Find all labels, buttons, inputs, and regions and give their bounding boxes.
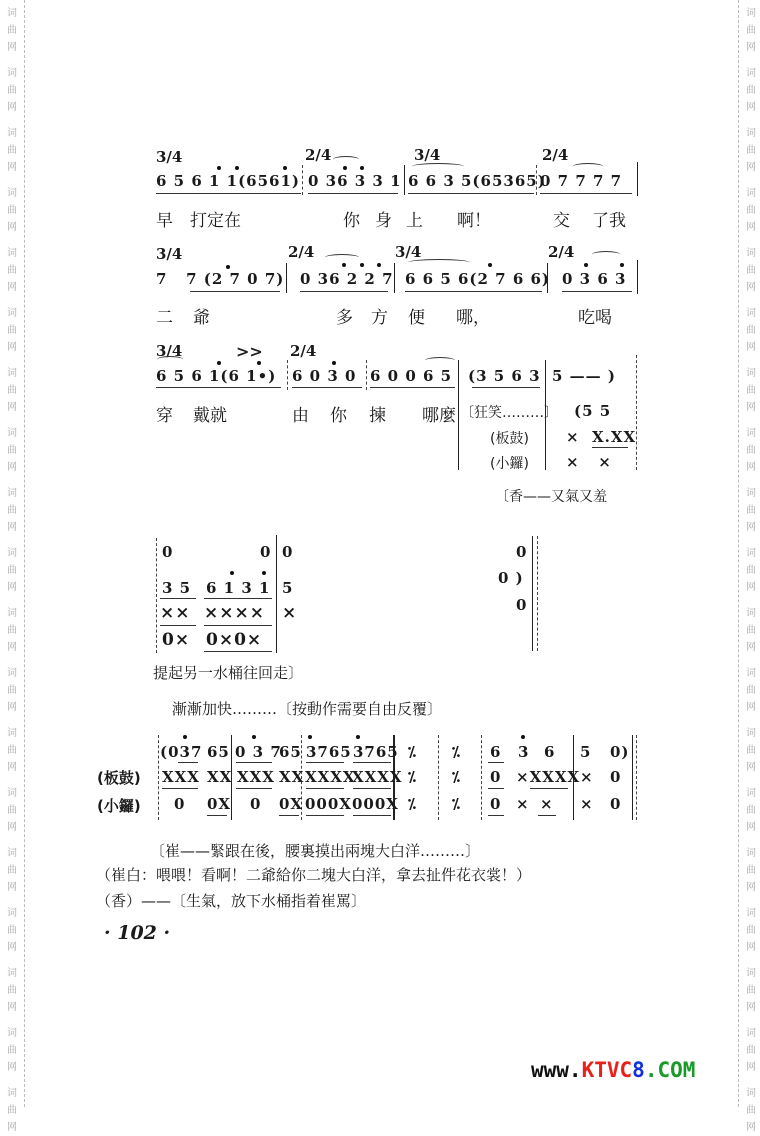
octave-dot [620,263,624,267]
measure-notes: 6 5 6 1(6 1•) [156,367,277,385]
underline-beam [300,291,388,292]
lyric: 你 [330,406,347,426]
underline-beam [279,815,299,816]
slur [592,251,620,258]
notes-cell: 0) [610,743,630,761]
barline [637,260,638,294]
octave-dot [262,571,266,575]
notes-cell: 5 [282,579,294,597]
watermark-glyph-stack: 词 曲 网 [7,848,17,893]
notes-cell: 65 [207,743,230,761]
time-signature: 2/4 [548,243,575,261]
time-signature: 3/4 [414,146,441,164]
watermark-right-column [738,0,760,1133]
slur [425,357,455,364]
barline [547,263,548,293]
slur [157,356,183,363]
underline-beam [472,387,540,388]
percussion-cell: × [580,795,594,813]
octave-dot [332,361,336,365]
lyric: 交 [553,211,570,231]
barline [536,165,537,195]
underline-beam [540,193,632,194]
time-signature: 3/4 [156,245,183,263]
notes-cell: 6 1 3 1 [206,579,271,597]
watermark-glyph-stack: 词 曲 网 [7,728,17,773]
underline-beam [353,788,391,789]
underline-beam [488,815,504,816]
octave-dot [235,166,239,170]
notes-cell: 0 3 7 [235,743,282,761]
octave-dot [360,166,364,170]
lyric: 打定在 [190,211,241,231]
octave-dot [308,735,312,739]
octave-dot [488,263,492,267]
underline-beam [592,447,628,448]
lyric: 吃喝 [578,308,612,328]
watermark-glyph-stack: 词 曲 网 [746,728,756,773]
page-number: · 102 · [104,922,171,944]
percussion-cell: 000X [305,795,352,813]
watermark-glyph-stack: 词 曲 网 [7,968,17,1013]
end-barline [636,735,637,820]
percussion-cell: XX [207,768,233,786]
percussion-values: × × [566,453,612,471]
notes-cell: 0 [162,543,174,561]
repeat-sign: ⁒ [452,768,462,786]
octave-dot [342,263,346,267]
underline-beam [353,762,391,763]
notes-cell: 6 [490,743,502,761]
underline-beam [306,815,344,816]
underline-beam [292,387,362,388]
percussion-cell: XXXX [352,768,403,786]
octave-dot [183,735,187,739]
slur [408,259,470,266]
barline [637,162,638,196]
measure-notes: 6 6 3 5(65365) [408,172,546,190]
underline-beam [530,788,568,789]
lyric: 便 [408,308,425,328]
lyric: 戴就 [193,406,227,426]
measure-notes: 0 3 6 3 [562,270,627,288]
notes-cell: 3 [518,743,530,761]
underline-beam [190,291,280,292]
notes-cell: 0 [516,543,528,561]
measure-notes: 0 7 7 7 7 [540,172,623,190]
percussion-cell: 0×0× [206,630,263,650]
underline-beam [160,625,196,626]
underline-beam [178,762,198,763]
lyric: 由 [292,406,309,426]
repeat-sign: ⁒ [452,743,462,761]
watermark-glyph-stack: 词 曲 网 [746,368,756,413]
watermark-glyph-stack: 词 曲 网 [746,788,756,833]
watermark-glyph-stack: 词 曲 网 [7,368,17,413]
underline-beam [353,815,391,816]
slur [573,163,603,170]
underline-beam [236,762,272,763]
watermark-glyph-stack: 词 曲 网 [7,308,17,353]
notes-cell: 65 [279,743,302,761]
barline [636,355,637,470]
octave-dot [521,735,525,739]
measure-notes: 6 0 0 6 5 [370,367,453,385]
percussion-cell: 0× [162,630,191,650]
octave-dot [343,166,347,170]
watermark-glyph-stack: 词 曲 网 [7,668,17,713]
watermark-glyph-stack: 词 曲 网 [746,488,756,533]
percussion-cell: XXXX [305,768,356,786]
percussion-label-bangu: (板鼓) [97,769,141,787]
measure-notes: 0 36 2 2 7 [300,270,394,288]
watermark-glyph-stack: 词 曲 网 [746,188,756,233]
stage-direction: 〔狂笑………〕 [460,405,558,421]
watermark-glyph-stack: 词 曲 网 [746,668,756,713]
watermark-glyph-stack: 词 曲 网 [7,488,17,533]
percussion-label-bangu: (板鼓) [490,431,529,447]
underline-beam [488,788,504,789]
barline [404,165,405,195]
time-signature: 2/4 [305,146,332,164]
lyric: 二 [156,308,173,328]
underline-beam [204,651,272,652]
barline [158,735,159,820]
percussion-cell: XXX [162,768,200,786]
watermark-glyph-stack: 词 曲 网 [7,68,17,113]
underline-beam [306,788,344,789]
end-barline [532,536,533,651]
lyric: 上 [406,211,423,231]
watermark-glyph-stack: 词 曲 网 [746,1028,756,1073]
tempo-direction: 漸漸加快………〔按動作需要自由反覆〕 [172,700,443,718]
watermark-part: www. [531,1058,582,1082]
notes-cell: 5 [580,743,592,761]
underline-beam [306,762,344,763]
repeat-sign: ⁒ [408,768,418,786]
repeat-sign: ⁒ [408,795,418,813]
notes-cell: 6 [544,743,556,761]
percussion-cell: 0X [279,795,304,813]
barline [394,263,395,293]
measure-notes: 0 36 3 3 1 [308,172,402,190]
lyric: 揀 [369,406,386,426]
underline-beam [370,387,455,388]
lyric: 了我 [592,211,626,231]
underline-beam [204,625,272,626]
octave-dot [217,166,221,170]
barline [481,735,482,820]
barline [156,538,157,653]
percussion-cell: × [540,795,554,813]
measure-notes: (5 5 [574,402,612,420]
stage-direction: 〔香——又氣又羞 [495,489,607,505]
barline [366,360,367,390]
octave-dot [226,265,230,269]
watermark-glyph-stack: 词 曲 网 [746,308,756,353]
watermark-glyph-stack: 词 曲 网 [746,608,756,653]
octave-dot [356,735,360,739]
watermark-glyph-stack: 词 曲 网 [7,608,17,653]
measure-notes: 7 7 (2 7 0 7) [156,270,285,288]
lyric: 身 [375,211,392,231]
watermark-part: .COM [644,1058,696,1082]
repeat-sign: ⁒ [408,743,418,761]
time-signature: 3/4 [156,342,183,360]
stage-direction: （香）——〔生氣，放下水桶指着崔罵〕 [96,892,367,910]
notes-cell: 0 [516,596,528,614]
underline-beam [538,815,556,816]
octave-dot [360,263,364,267]
notes-cell: 0 ) [498,569,524,587]
lyric: 哪麼 [422,406,456,426]
percussion-cell: ×××× [204,603,265,623]
underline-beam [488,762,504,763]
underline-beam [160,598,196,599]
slur [325,254,359,261]
percussion-cell: XXX [237,768,275,786]
slur [412,163,464,170]
percussion-cell: 0X [207,795,232,813]
underline-beam [204,598,272,599]
percussion-cell: 0 [250,795,262,813]
barline [302,165,303,195]
percussion-cell: 000X [352,795,399,813]
watermark-glyph-stack: 词 曲 网 [746,548,756,593]
underline-beam [236,788,272,789]
notes-cell: (037 [160,743,203,761]
percussion-label-xiaoluo: (小鑼) [97,797,141,815]
barline [276,535,277,653]
stage-direction: 〔崔——緊跟在後，腰裏摸出兩塊大白洋………〕 [150,842,481,860]
lyric: 你 [343,211,360,231]
measure-notes: 6 0 3 0 [292,367,357,385]
percussion-cell: 0 [610,768,622,786]
lyric: 方 [371,308,388,328]
underline-beam [156,193,301,194]
dialogue-line: （崔白：喂喂！看啊！二爺給你二塊大白洋，拿去扯件花衣裳！） [96,866,532,884]
percussion-cell: 0 [490,795,502,813]
watermark-glyph-stack: 词 曲 网 [7,548,17,593]
octave-dot [257,361,261,365]
time-signature: 3/4 [395,243,422,261]
watermark-glyph-stack: 词 曲 网 [7,248,17,293]
notes-cell: 3 5 [162,579,192,597]
octave-dot [283,166,287,170]
percussion-cell: XX [279,768,305,786]
watermark-glyph-stack: 词 曲 网 [746,68,756,113]
octave-dot [377,263,381,267]
underline-beam [207,815,227,816]
measure-notes: 6 6 5 6(2 7 6 6) [405,270,551,288]
percussion-cell: 0 [174,795,186,813]
percussion-cell: × [580,768,594,786]
percussion-cell: × [516,795,530,813]
underline-beam [156,387,281,388]
barline [438,735,439,820]
underline-beam [405,291,542,292]
underline-beam [408,193,534,194]
watermark-glyph-stack: 词 曲 网 [746,1088,756,1133]
notes-cell: 0 [282,543,294,561]
end-barline [537,536,538,651]
underline-beam [308,193,398,194]
underline-beam [562,291,632,292]
time-signature: 2/4 [288,243,315,261]
watermark-glyph-stack: 词 曲 网 [7,788,17,833]
watermark-glyph-stack: 词 曲 网 [746,848,756,893]
octave-dot [217,361,221,365]
watermark-left-column [2,0,25,1133]
notes-cell: 3765 [306,743,352,761]
lyric: 哪， [456,308,490,328]
lyric: 穿 [156,406,173,426]
time-signature: 2/4 [542,146,569,164]
measure-notes: 6 5 6 1 1(6561) [156,172,301,190]
end-barline [632,735,633,820]
barline [287,360,288,390]
watermark-glyph-stack: 词 曲 网 [746,248,756,293]
slur [333,156,359,163]
percussion-cell: 0 [490,768,502,786]
octave-dot [584,263,588,267]
measure-notes: 5 —— ) [552,367,616,385]
watermark-glyph-stack: 词 曲 网 [746,908,756,953]
percussion-cell: 0 [610,795,622,813]
watermark-glyph-stack: 词 曲 网 [746,428,756,473]
octave-dot [252,735,256,739]
watermark-glyph-stack: 词 曲 网 [746,968,756,1013]
measure-notes: (3 5 6 3 [468,367,541,385]
notes-cell: 0 [260,543,272,561]
lyric: 多 [336,308,353,328]
watermark-glyph-stack: 词 曲 网 [7,1028,17,1073]
percussion-cell: ×XXXX [516,768,581,786]
percussion-label-xiaoluo: (小鑼) [490,456,529,472]
repeat-sign: ⁒ [452,795,462,813]
watermark-glyph-stack: 词 曲 网 [7,1088,17,1133]
watermark-glyph-stack: 词 曲 网 [7,428,17,473]
watermark-glyph-stack: 词 曲 网 [7,188,17,233]
barline [286,263,287,293]
barline [458,360,459,470]
watermark-glyph-stack: 词 曲 网 [7,8,17,53]
percussion-cell: ×× [160,603,191,623]
octave-dot [230,571,234,575]
lyric: 啊！ [457,211,491,231]
stage-direction: 提起另一水桶往回走〕 [153,664,304,682]
underline-beam [162,788,198,789]
percussion-cell: × [282,603,298,623]
watermark-glyph-stack: 词 曲 网 [7,128,17,173]
watermark-part: 8 [632,1058,645,1082]
watermark-glyph-stack: 词 曲 网 [746,128,756,173]
percussion-values: × X.XX [566,428,637,446]
site-watermark [531,1058,695,1082]
notes-cell: 3765 [353,743,399,761]
lyric: 爺 [193,308,210,328]
watermark-glyph-stack: 词 曲 网 [7,908,17,953]
time-signature: 3/4 [156,148,183,166]
lyric: 早 [156,211,173,231]
time-signature: 2/4 [290,342,317,360]
watermark-glyph-stack: 词 曲 网 [746,8,756,53]
accent-marks: >> [236,342,263,361]
watermark-part: KTVC [581,1058,633,1082]
